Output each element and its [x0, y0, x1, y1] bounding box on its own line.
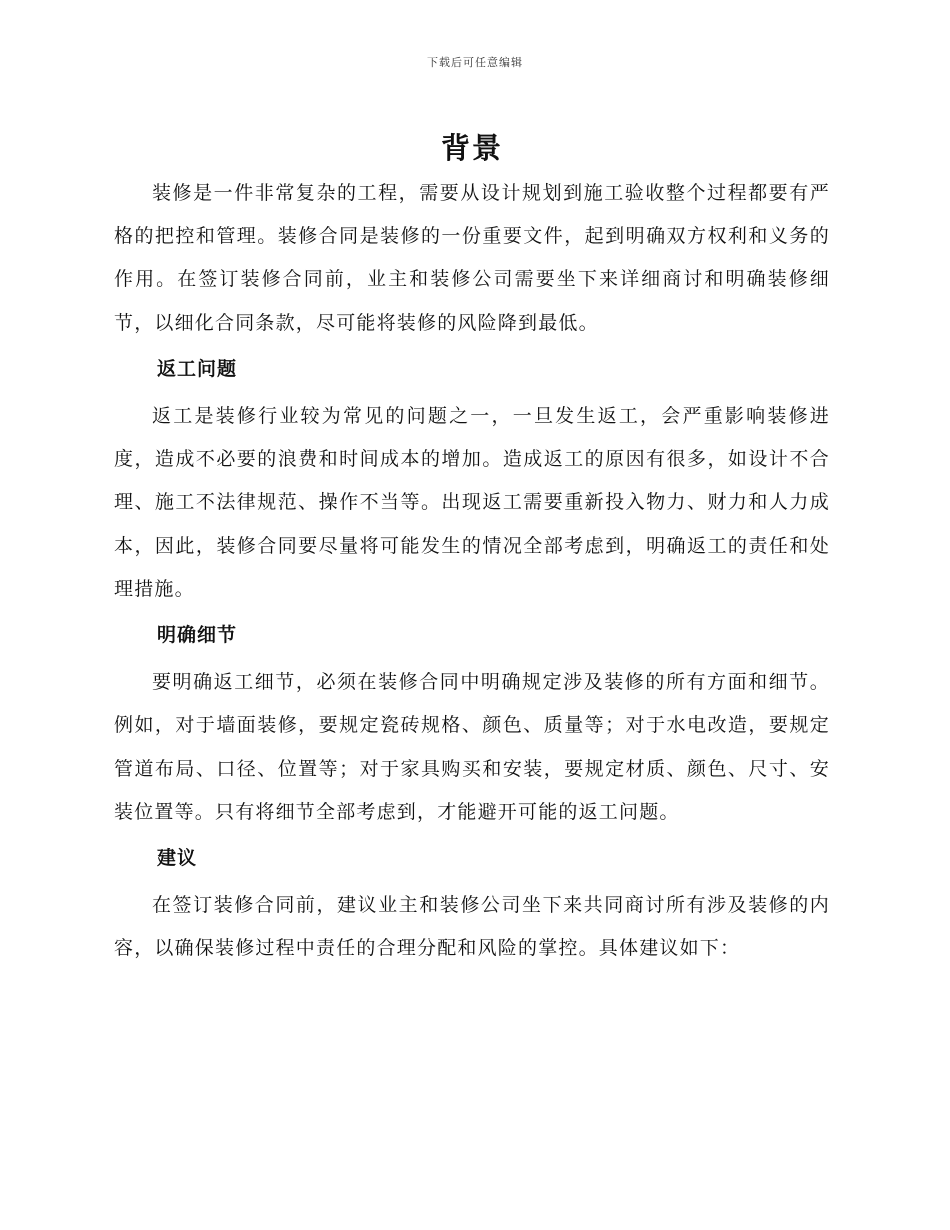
section-heading-details: 明确细节	[157, 624, 238, 647]
document-title: 背景	[440, 131, 503, 165]
section-heading-rework: 返工问题	[157, 357, 238, 380]
intro-paragraph: 装修是一件非常复杂的工程，需要从设计规划到施工验收整个过程都要有严格的把控和管理。装修合同是装修的一份重要文件，起到明确双方权利和义务的作用。在签订装修合同前，业主和装修公司需要坐下来详细商讨和明确装修细节，以细化合同条款，尽可能将装修的风险降到最低。	[114, 182, 830, 334]
section-heading-advice: 建议	[157, 847, 198, 870]
section-body-rework: 返工是装修行业较为常见的问题之一，一旦发生返工，会严重影响装修进度，造成不必要的浪费和时间成本的增加。造成返工的原因有很多，如设计不合理、施工不法律规范、操作不当等。出现返工需要重新投入物力、财力和人力成本，因此，装修合同要尽量将可能发生的情况全部考虑到，明确返工的责任和处理措施。	[114, 405, 830, 600]
header-note: 下载后可任意编辑	[427, 56, 523, 69]
section-body-details: 要明确返工细节，必须在装修合同中明确规定涉及装修的所有方面和细节。例如，对于墙面装修，要规定瓷砖规格、颜色、质量等；对于水电改造，要规定管道布局、口径、位置等；对于家具购买和安装，要规定材质、颜色、尺寸、安装位置等。只有将细节全部考虑到，才能避开可能的返工问题。	[114, 671, 830, 823]
document-body	[114, 124, 830, 971]
section-body-advice: 在签订装修合同前，建议业主和装修公司坐下来共同商讨所有涉及装修的内容，以确保装修过程中责任的合理分配和风险的掌控。具体建议如下：	[114, 894, 830, 960]
